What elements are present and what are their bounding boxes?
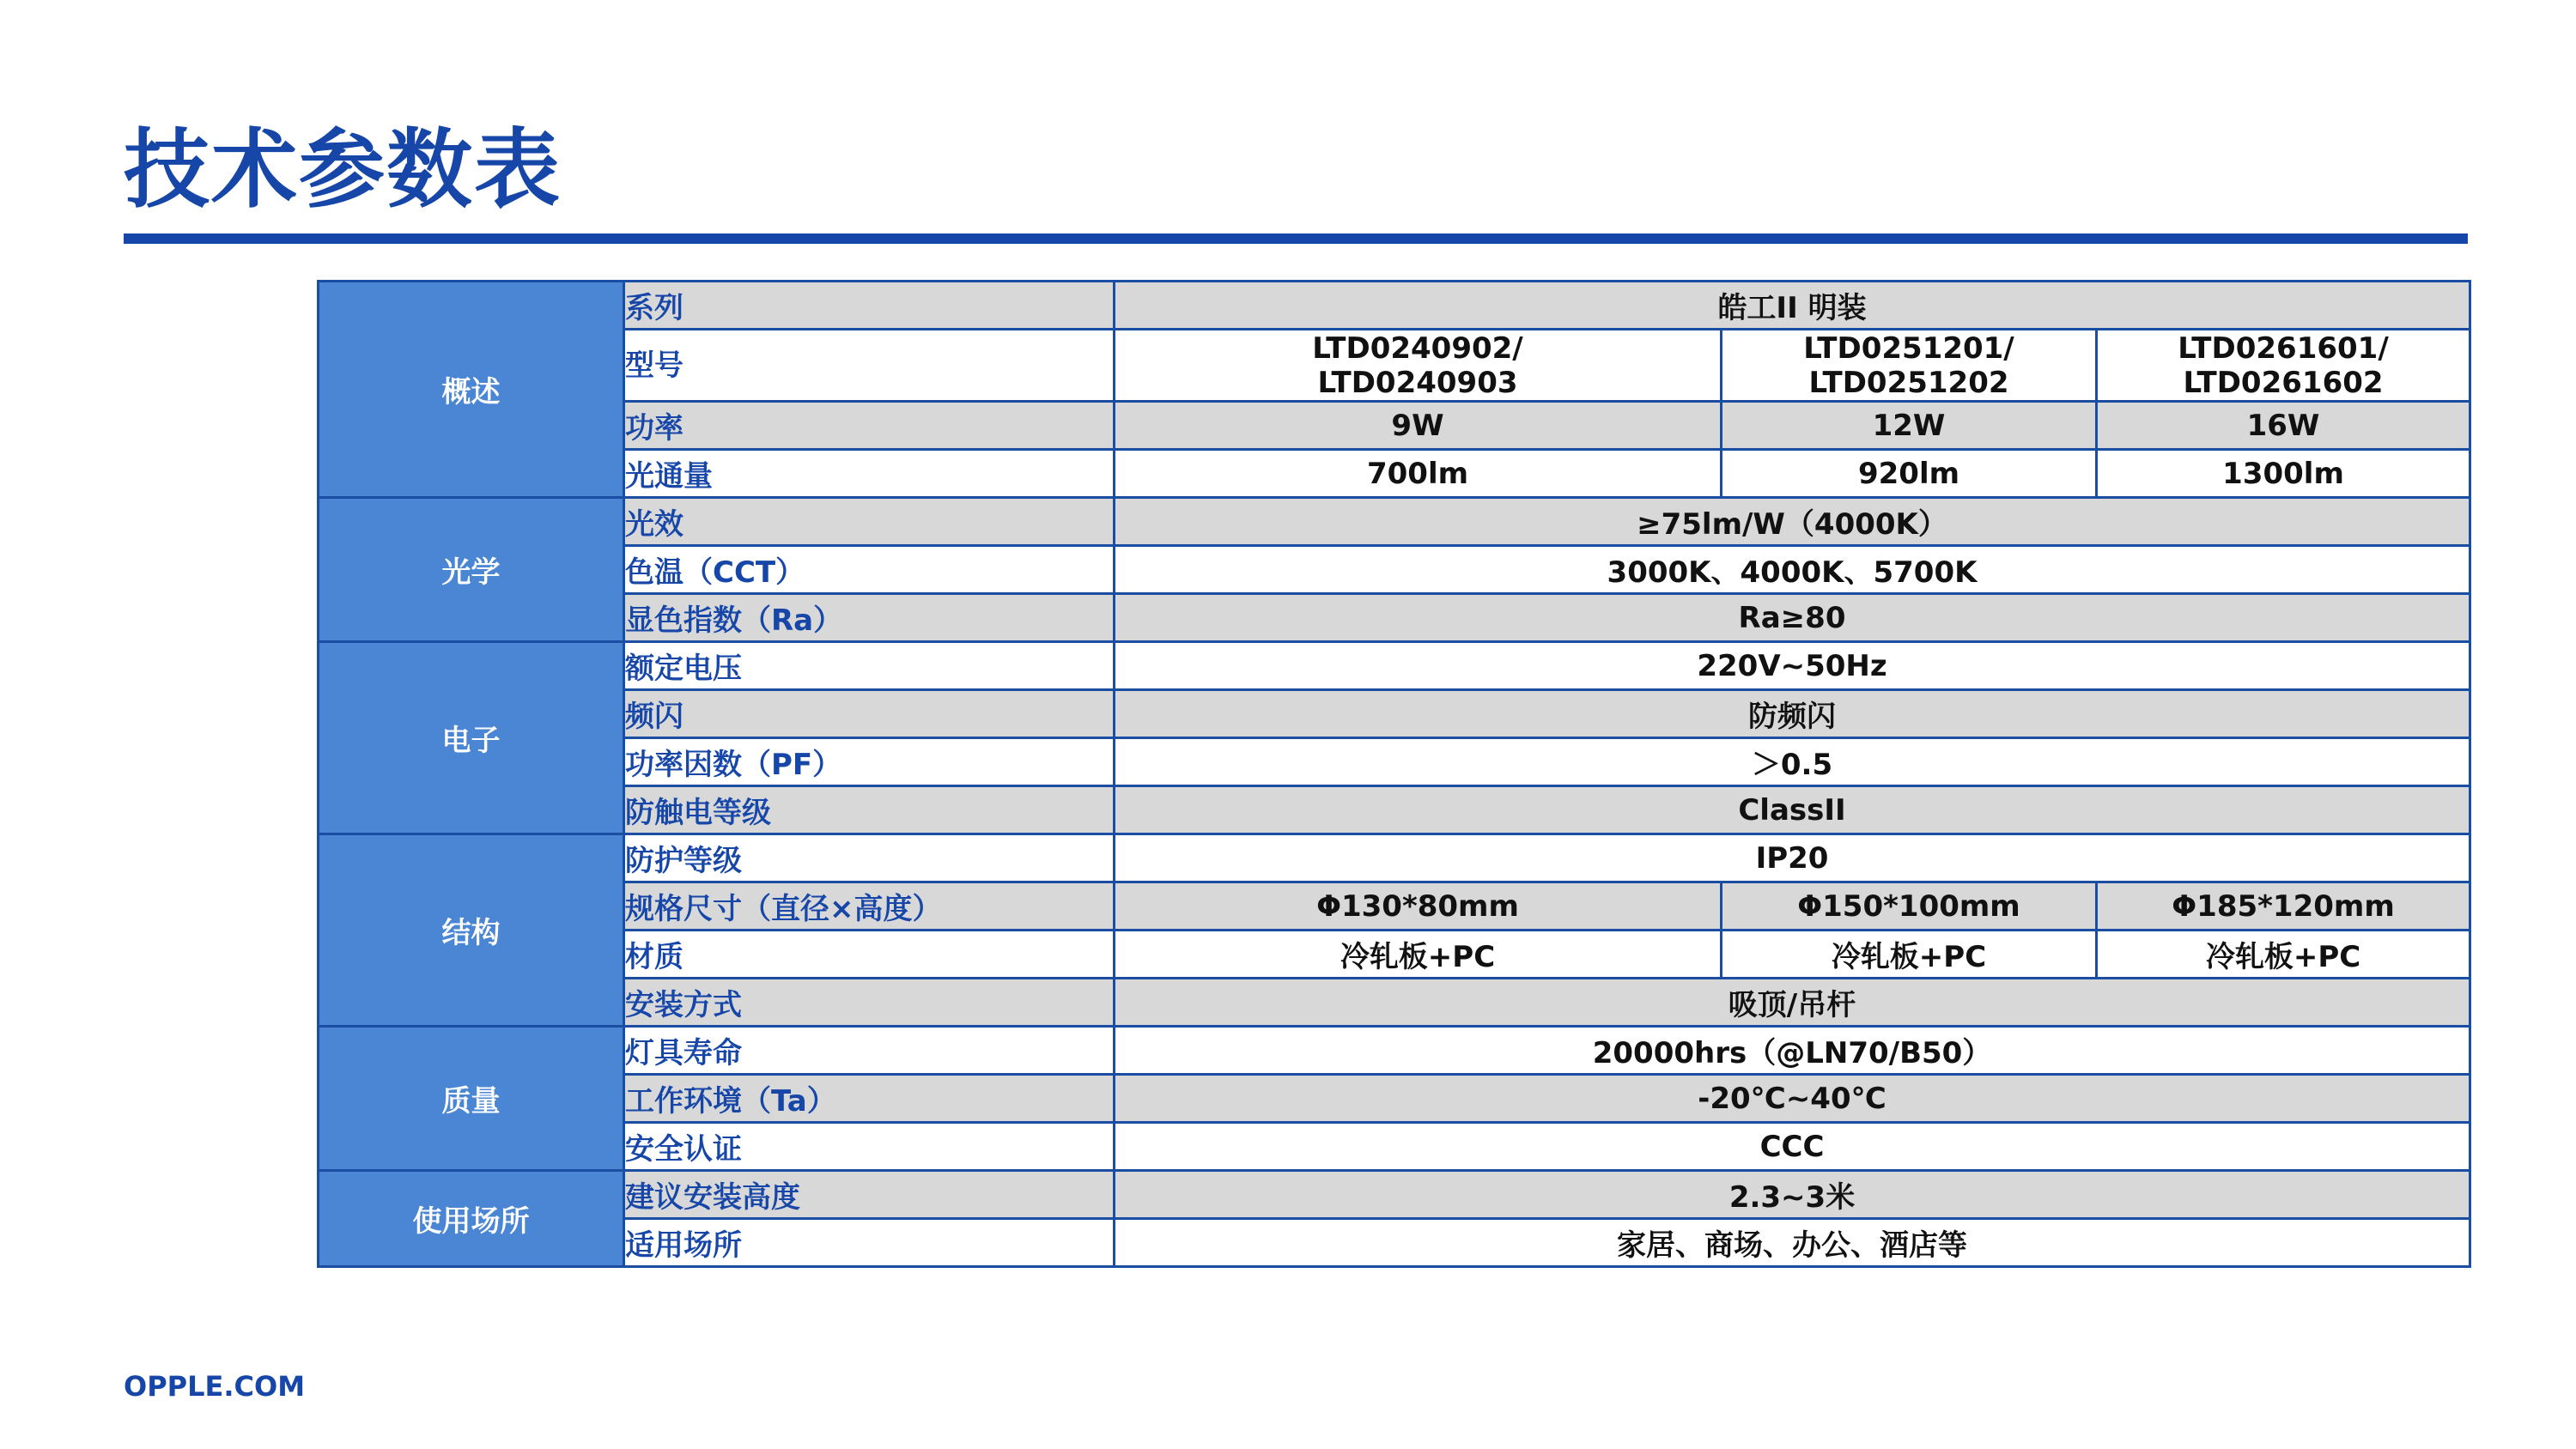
row-label-venue: 适用场所 bbox=[624, 1219, 1115, 1267]
category-optics: 光学 bbox=[319, 498, 624, 642]
cell-cert: CCC bbox=[1115, 1123, 2470, 1171]
cell-power-1: 9W bbox=[1115, 402, 1722, 450]
spec-table bbox=[317, 280, 2471, 1268]
table-row bbox=[319, 282, 2470, 330]
table-row bbox=[319, 738, 2470, 786]
table-row bbox=[319, 834, 2470, 882]
cell-mount: 吸顶/吊杆 bbox=[1115, 979, 2470, 1027]
cell-size-2: Φ150*100mm bbox=[1722, 882, 2097, 931]
table-row bbox=[319, 1219, 2470, 1267]
cell-voltage: 220V~50Hz bbox=[1115, 642, 2470, 690]
cell-size-3: Φ185*120mm bbox=[2097, 882, 2470, 931]
row-label-model: 型号 bbox=[624, 330, 1115, 402]
table-row bbox=[319, 882, 2470, 931]
row-label-life: 灯具寿命 bbox=[624, 1027, 1115, 1075]
table-row bbox=[319, 402, 2470, 450]
table-row bbox=[319, 1075, 2470, 1123]
table-row bbox=[319, 931, 2470, 979]
table-row bbox=[319, 690, 2470, 738]
page-title: 技术参数表 bbox=[124, 119, 562, 220]
cell-material-3: 冷轧板+PC bbox=[2097, 931, 2470, 979]
cell-cri: Ra≥80 bbox=[1115, 594, 2470, 642]
cell-model-1: LTD0240902/ LTD0240903 bbox=[1115, 330, 1722, 402]
footer-site: OPPLE.COM bbox=[124, 1370, 306, 1403]
cell-efficacy: ≥75lm/W（4000K） bbox=[1115, 498, 2470, 546]
cell-flux-1: 700lm bbox=[1115, 450, 1722, 498]
table-row bbox=[319, 594, 2470, 642]
cell-env: -20℃~40℃ bbox=[1115, 1075, 2470, 1123]
category-usage: 使用场所 bbox=[319, 1171, 624, 1267]
row-label-flux: 光通量 bbox=[624, 450, 1115, 498]
table-row bbox=[319, 1171, 2470, 1219]
row-label-cert: 安全认证 bbox=[624, 1123, 1115, 1171]
cell-power-3: 16W bbox=[2097, 402, 2470, 450]
row-label-size: 规格尺寸（直径×高度） bbox=[624, 882, 1115, 931]
row-label-mount: 安装方式 bbox=[624, 979, 1115, 1027]
row-label-voltage: 额定电压 bbox=[624, 642, 1115, 690]
category-overview: 概述 bbox=[319, 282, 624, 498]
table-row bbox=[319, 450, 2470, 498]
table-row bbox=[319, 1027, 2470, 1075]
cell-flux-3: 1300lm bbox=[2097, 450, 2470, 498]
row-label-shock: 防触电等级 bbox=[624, 786, 1115, 834]
cell-model-2: LTD0251201/ LTD0251202 bbox=[1722, 330, 2097, 402]
table-row bbox=[319, 546, 2470, 594]
row-label-cri: 显色指数（Ra） bbox=[624, 594, 1115, 642]
cell-pf: ＞0.5 bbox=[1115, 738, 2470, 786]
cell-ip: IP20 bbox=[1115, 834, 2470, 882]
cell-venue: 家居、商场、办公、酒店等 bbox=[1115, 1219, 2470, 1267]
cell-series: 皓工II 明装 bbox=[1115, 282, 2470, 330]
cell-flux-2: 920lm bbox=[1722, 450, 2097, 498]
row-label-series: 系列 bbox=[624, 282, 1115, 330]
category-structure: 结构 bbox=[319, 834, 624, 1027]
row-label-efficacy: 光效 bbox=[624, 498, 1115, 546]
row-label-pf: 功率因数（PF） bbox=[624, 738, 1115, 786]
cell-size-1: Φ130*80mm bbox=[1115, 882, 1722, 931]
table-row bbox=[319, 979, 2470, 1027]
row-label-env: 工作环境（Ta） bbox=[624, 1075, 1115, 1123]
category-quality: 质量 bbox=[319, 1027, 624, 1171]
row-label-ip: 防护等级 bbox=[624, 834, 1115, 882]
cell-cct: 3000K、4000K、5700K bbox=[1115, 546, 2470, 594]
row-label-cct: 色温（CCT） bbox=[624, 546, 1115, 594]
cell-material-2: 冷轧板+PC bbox=[1722, 931, 2097, 979]
title-divider bbox=[124, 233, 2468, 244]
row-label-height: 建议安装高度 bbox=[624, 1171, 1115, 1219]
table-row bbox=[319, 786, 2470, 834]
cell-model-3: LTD0261601/ LTD0261602 bbox=[2097, 330, 2470, 402]
table-row bbox=[319, 642, 2470, 690]
row-label-material: 材质 bbox=[624, 931, 1115, 979]
cell-power-2: 12W bbox=[1722, 402, 2097, 450]
cell-material-1: 冷轧板+PC bbox=[1115, 931, 1722, 979]
table-row bbox=[319, 1123, 2470, 1171]
table-row bbox=[319, 330, 2470, 402]
cell-life: 20000hrs（@LN70/B50） bbox=[1115, 1027, 2470, 1075]
row-label-power: 功率 bbox=[624, 402, 1115, 450]
category-electronics: 电子 bbox=[319, 642, 624, 834]
table-row bbox=[319, 498, 2470, 546]
cell-flicker: 防频闪 bbox=[1115, 690, 2470, 738]
row-label-flicker: 频闪 bbox=[624, 690, 1115, 738]
cell-shock: ClassⅠⅠ bbox=[1115, 786, 2470, 834]
cell-height: 2.3~3米 bbox=[1115, 1171, 2470, 1219]
